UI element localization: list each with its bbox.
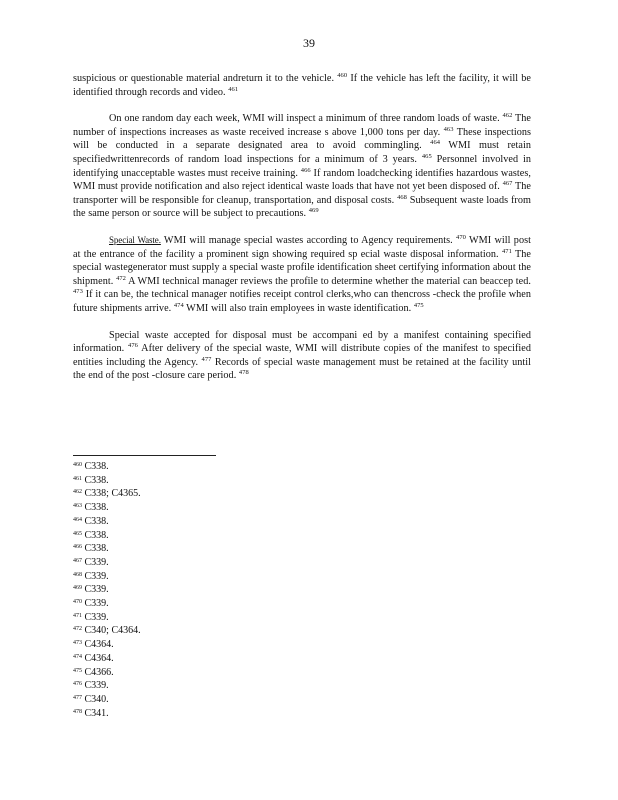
footnote <box>73 460 273 474</box>
footnote-reference: 461 <box>228 85 239 93</box>
footnote-text: C338. <box>82 461 109 472</box>
footnote <box>73 707 273 721</box>
footnote-reference: 466 <box>300 166 311 174</box>
footnote-number: 473 <box>73 640 82 647</box>
paragraph-text: On one random day each week, WMI will inspect a minimum of three random loads of waste. <box>109 113 503 125</box>
footnote-text: C340. <box>82 693 109 705</box>
paragraph-text: Records of special waste management must be retained at the facility until the end of the post -closure care period. <box>73 356 531 382</box>
footnote <box>73 570 273 584</box>
footnote-reference: 478 <box>238 369 249 377</box>
paragraph <box>73 329 531 383</box>
footnote-reference: 464 <box>430 139 441 147</box>
paragraph-text: Personnel involved in identifying unacceptable wastes must receive training. <box>73 153 531 179</box>
paragraph-text: Subsequent waste loads from the same person or source will be subject to precautions. <box>73 194 531 220</box>
paragraph <box>73 72 531 99</box>
paragraph-text: Special waste accepted for disposal must be accompani ed by a manifest containing specified information. <box>73 329 531 355</box>
footnote-text: C338; C4365. <box>82 488 141 500</box>
footnote-number: 461 <box>73 475 82 482</box>
footnote-text: C339. <box>82 556 109 568</box>
footnote-text: C339. <box>82 611 109 623</box>
footnote <box>73 542 273 556</box>
paragraph-text: The transporter will be responsible for cleanup, transportation, and disposal costs. <box>73 181 531 206</box>
footnote <box>73 515 273 529</box>
footnote-reference: 473 <box>73 288 83 296</box>
footnote <box>73 624 273 638</box>
footnote-reference: 477 <box>201 355 212 363</box>
footnote-reference: 469 <box>308 207 319 215</box>
footnote-number: 460 <box>73 462 82 468</box>
footnote-text: C4364. <box>82 639 114 651</box>
footnotes <box>73 460 273 720</box>
footnote-number: 468 <box>73 571 82 578</box>
footnote <box>73 529 273 543</box>
footnote <box>73 638 273 652</box>
paragraph-text: After delivery of the special waste, WMI will distribute copies of the manifest to specified entities including the Agency. <box>73 343 531 368</box>
footnote-text: C340; C4364. <box>82 625 141 637</box>
footnote <box>73 501 273 515</box>
footnote-number: 475 <box>73 667 82 674</box>
paragraph-text: The special wastegenerator must supply a special waste profile identification sheet certifying information about the shipment. <box>73 248 532 287</box>
footnote-text: C338. <box>82 529 109 541</box>
paragraph-text: WMI must retain specifiedwrittenrecords of random load inspections for a minimum of 3 years. <box>73 140 531 165</box>
footnote <box>73 474 273 488</box>
footnote-number: 462 <box>73 489 82 496</box>
paragraph-text: suspicious or questionable material andreturn it to the vehicle. <box>73 73 338 84</box>
footnote <box>73 597 273 611</box>
footnote-number: 465 <box>73 530 82 537</box>
footnote-number: 472 <box>73 626 82 633</box>
footnote-number: 463 <box>73 503 82 510</box>
section-heading: Special Waste. <box>109 234 161 245</box>
footnote-reference: 467 <box>502 180 513 188</box>
footnote <box>73 679 273 693</box>
footnote-reference: 465 <box>421 152 432 160</box>
paragraph-text: WMI will post at the entrance of the facility a prominent sign showing required sp ecial waste disposal information. <box>73 234 531 260</box>
footnote-reference: 463 <box>443 125 454 133</box>
footnote-number: 477 <box>73 694 82 701</box>
footnote-number: 470 <box>73 599 82 606</box>
footnote-reference: 472 <box>116 274 126 282</box>
paragraph <box>73 112 531 221</box>
footnote-text: C341. <box>82 707 109 719</box>
body-text <box>73 72 531 396</box>
footnote-text: C4364. <box>82 652 114 664</box>
footnote-reference: 462 <box>502 112 513 120</box>
footnote-number: 471 <box>73 612 82 619</box>
footnote-reference: 476 <box>128 342 138 350</box>
footnote-number: 467 <box>73 557 82 564</box>
footnote <box>73 666 273 680</box>
footnote-number: 474 <box>73 653 82 660</box>
footnote <box>73 611 273 625</box>
footnote-reference: 460 <box>337 72 348 79</box>
footnote-text: C339. <box>82 584 109 596</box>
footnote-number: 476 <box>73 681 82 688</box>
footnote-text: C339. <box>82 570 109 582</box>
footnote-text: C4366. <box>82 666 114 678</box>
footnote <box>73 693 273 707</box>
paragraph <box>73 234 531 316</box>
paragraph-text: These inspections will be conducted in a separate designated area to avoid commingling. <box>73 126 532 152</box>
footnote-text: C339. <box>82 598 109 610</box>
footnote-divider <box>73 455 216 456</box>
footnote <box>73 583 273 597</box>
footnote-reference: 475 <box>413 301 424 309</box>
footnote-text: C338. <box>82 474 109 486</box>
page-number: 39 <box>303 36 315 50</box>
footnote-number: 469 <box>73 585 82 592</box>
footnote-text: C338. <box>82 543 109 555</box>
paragraph-text: The number of inspections increases as waste received increase s above 1,000 tons per day. <box>73 113 532 138</box>
paragraph-text: If random loadchecking identifies hazardous wastes, WMI must provide notification and also reject identical waste loads that have not yet been disposed of. <box>73 167 531 193</box>
footnote-number: 464 <box>73 516 82 523</box>
footnote <box>73 487 273 501</box>
paragraph-text: If it can be, the technical manager notifies receipt control clerks,who can thencross -check the profile when future shipments arrive. <box>73 289 531 314</box>
paragraph-text: If the vehicle has left the facility, it will be identified through records and video. <box>73 73 532 98</box>
footnote-reference: 470 <box>456 233 466 241</box>
footnote <box>73 652 273 666</box>
footnote-reference: 471 <box>501 247 512 255</box>
footnote-text: C338. <box>82 515 109 527</box>
paragraph-text: WMI will also train employees in waste identification. <box>183 302 414 314</box>
footnote-reference: 468 <box>397 193 407 201</box>
footnote-reference: 474 <box>173 301 184 309</box>
footnote-number: 478 <box>73 708 82 715</box>
footnote <box>73 556 273 570</box>
footnote-text: C339. <box>82 680 109 692</box>
paragraph-text: WMI will manage special wastes according to Agency requirements. <box>160 234 457 246</box>
footnote-number: 466 <box>73 544 82 551</box>
paragraph-text: A WMI technical manager reviews the profile to determine whether the material can beaccep ted. <box>125 275 531 287</box>
footnote-text: C338. <box>82 502 109 514</box>
